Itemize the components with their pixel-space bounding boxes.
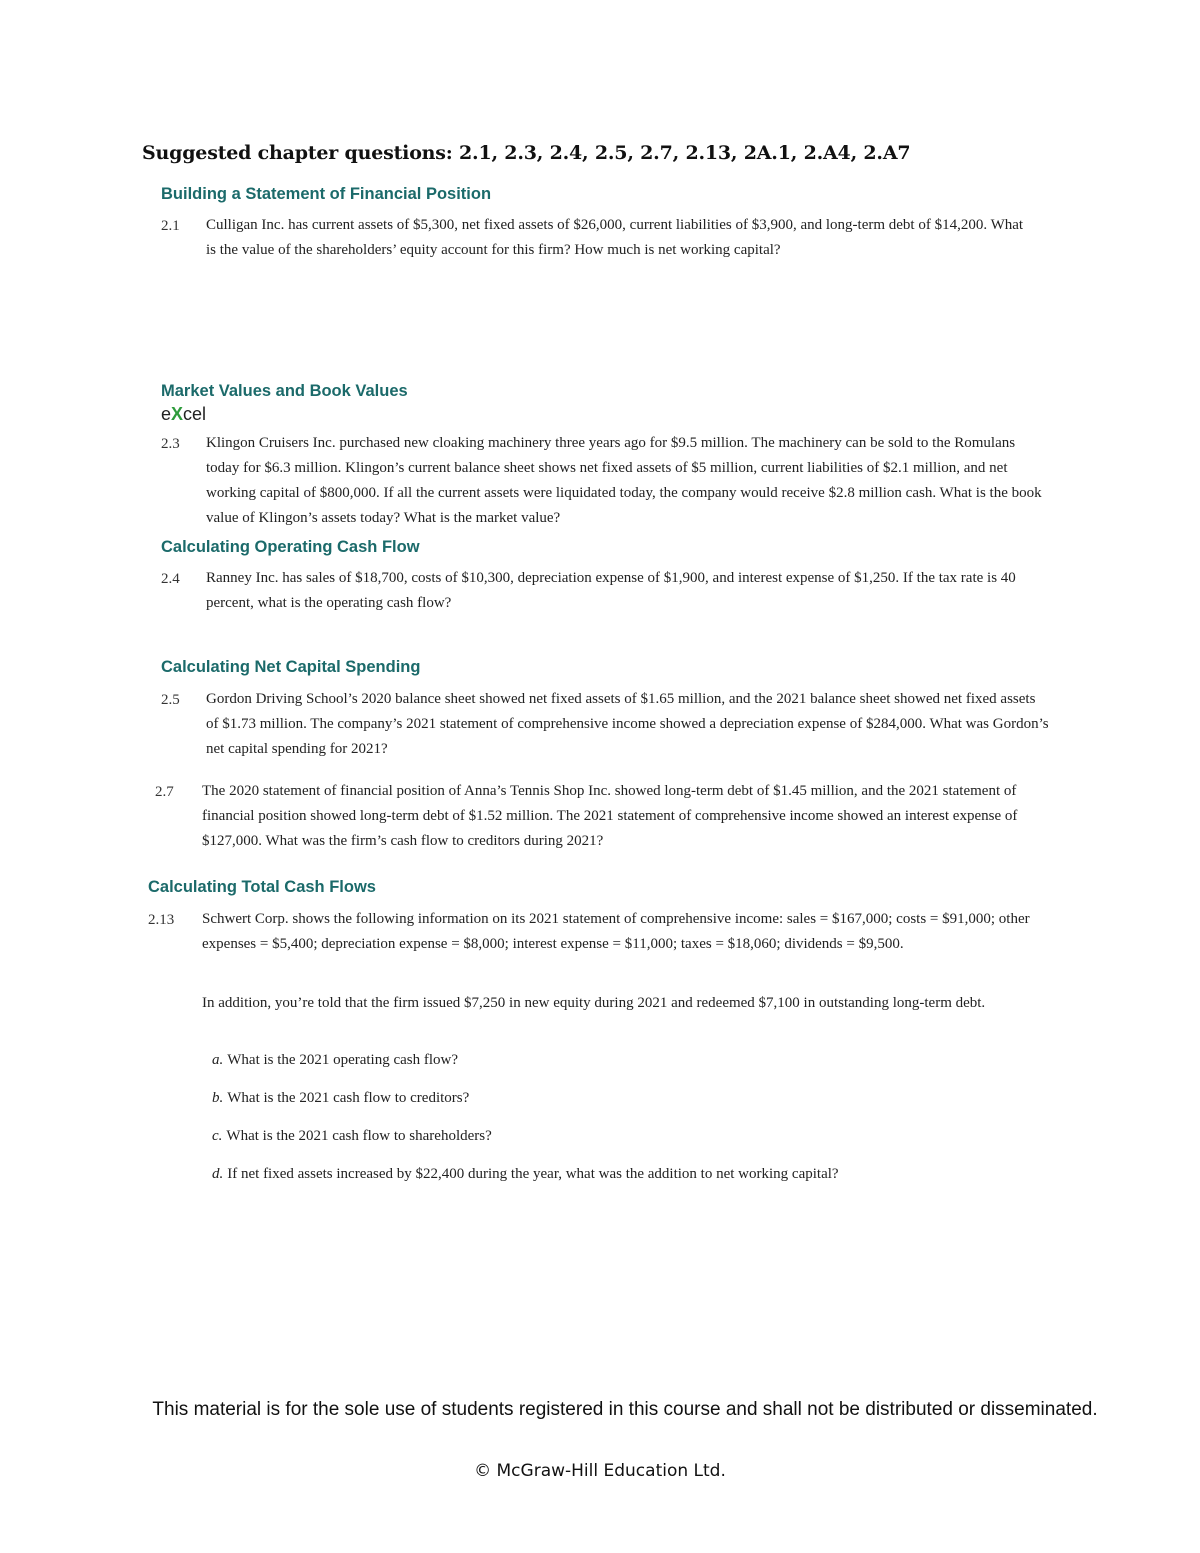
part-label: b.	[212, 1090, 224, 1106]
question-part-d	[212, 1166, 839, 1183]
section-heading-financial-position: Building a Statement of Financial Position	[161, 185, 492, 203]
excel-logo-rest: cel	[183, 404, 207, 424]
question-number: 2.13	[148, 912, 175, 928]
question-text: The 2020 statement of financial position of Anna’s Tennis Shop Inc. showed long-term debt of $1.45 million, and the 2021 statement of financial position showed long-term debt of $1.52 million. The 2021 statement of comprehensive income showed an interest expense of $127,000. What was the firm’s cash flow to creditors during 2021?	[202, 783, 1018, 849]
question-text-continued: In addition, you’re told that the firm issued $7,250 in new equity during 2021 and redeemed $7,100 in outstanding long-term debt.	[202, 995, 986, 1011]
question-text: Culligan Inc. has current assets of $5,300, net fixed assets of $26,000, current liabilities of $3,900, and long-term debt of $14,200. What is the value of the shareholders’ equity account for this firm? How much is net working capital?	[206, 217, 1024, 258]
part-label: d.	[212, 1166, 224, 1182]
question-number: 2.5	[161, 692, 180, 708]
copyright-notice: © McGraw-Hill Education Ltd.	[474, 1461, 726, 1481]
question-number: 2.1	[161, 218, 180, 234]
section-heading-operating-cash-flow: Calculating Operating Cash Flow	[161, 538, 420, 556]
excel-logo-x: X	[171, 404, 184, 424]
question-text: Gordon Driving School’s 2020 balance sheet showed net fixed assets of $1.65 million, and the 2021 balance sheet showed net fixed assets of $1.73 million. The company’s 2021 statement of comprehensive income showed a depreciation expense of $284,000. What was Gordon’s net capital spending for 2021?	[206, 691, 1049, 757]
part-text: What is the 2021 cash flow to creditors?	[227, 1090, 470, 1106]
question-part-a	[212, 1052, 458, 1069]
question-number: 2.3	[161, 436, 180, 452]
part-label: c.	[212, 1128, 223, 1144]
section-heading-total-cash-flows: Calculating Total Cash Flows	[148, 878, 376, 896]
question-number: 2.7	[155, 784, 174, 800]
section-heading-market-book-values: Market Values and Book Values	[161, 382, 408, 400]
distribution-notice: This material is for the sole use of students registered in this course and shall not be distributed or disseminated.	[152, 1399, 1098, 1420]
part-label: a.	[212, 1052, 224, 1068]
part-text: What is the 2021 cash flow to shareholders?	[226, 1128, 492, 1144]
question-part-b	[212, 1090, 469, 1107]
question-text: Schwert Corp. shows the following information on its 2021 statement of comprehensive income: sales = $167,000; costs = $91,000; other expenses = $5,400; depreciation expense = $8,000; interest expense = $11,000; taxes = $18,060; dividends = $9,500.	[202, 911, 1030, 952]
part-text: What is the 2021 operating cash flow?	[227, 1052, 459, 1068]
excel-logo-e: e	[161, 404, 172, 424]
part-text: If net fixed assets increased by $22,400 during the year, what was the addition to net working capital?	[227, 1166, 839, 1182]
question-part-c	[212, 1128, 492, 1145]
question-text: Klingon Cruisers Inc. purchased new cloaking machinery three years ago for $9.5 million. The machinery can be sold to the Romulans today for $6.3 million. Klingon’s current balance sheet shows net fixed assets of $5 million, current liabilities of $2.1 million, and net working capital of $800,000. If all the current assets were liquidated today, the company would receive $2.8 million cash. What is the book value of Klingon’s assets today? What is the market value?	[206, 435, 1042, 526]
section-heading-net-capital-spending: Calculating Net Capital Spending	[161, 658, 421, 676]
question-number: 2.4	[161, 571, 180, 587]
page-title: Suggested chapter questions: 2.1, 2.3, 2.4, 2.5, 2.7, 2.13, 2A.1, 2.A4, 2.A7	[142, 142, 911, 164]
question-text: Ranney Inc. has sales of $18,700, costs of $10,300, depreciation expense of $1,900, and interest expense of $1,250. If the tax rate is 40 percent, what is the operating cash flow?	[206, 570, 1016, 611]
excel-logo	[161, 404, 206, 425]
